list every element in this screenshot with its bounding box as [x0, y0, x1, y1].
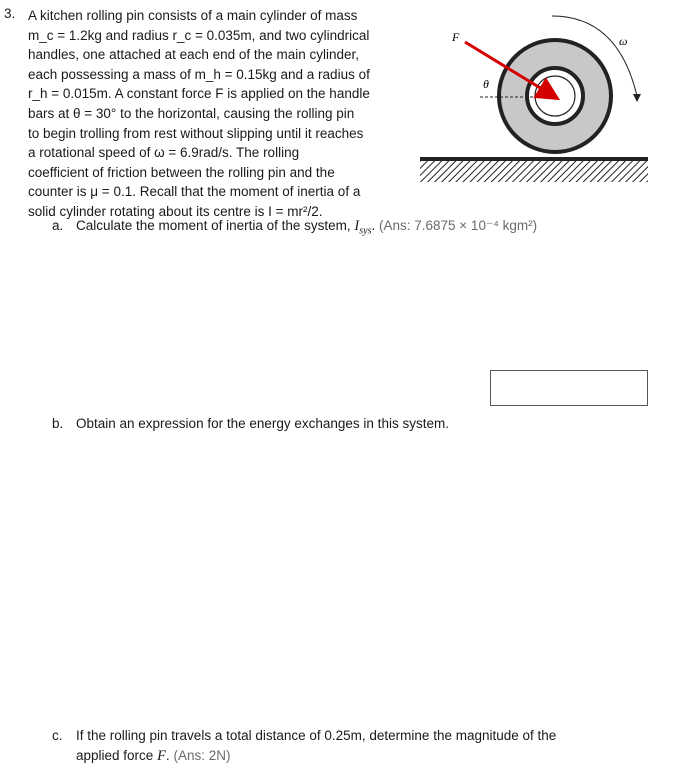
part-c-line1: If the rolling pin travels a total distance of 0.25m, determine the magnitude of the — [76, 728, 557, 743]
question-line: a rotational speed of ω = 6.9rad/s. The rolling — [28, 145, 300, 161]
part-a-period: . — [371, 218, 376, 233]
part-c-line2-prefix: applied force — [76, 747, 158, 763]
question-text — [28, 6, 408, 222]
part-c-answer: (Ans: 2N) — [173, 747, 231, 763]
part-a-label: a. — [52, 218, 64, 233]
part-b-text: Obtain an expression for the energy exchanges in this system. — [76, 416, 449, 431]
question-line: counter is μ = 0.1. Recall that the moment of inertia of a — [28, 184, 361, 200]
part-b-label: b. — [52, 416, 64, 431]
part-a-subscript: sys — [359, 225, 372, 237]
question-number: 3. — [4, 6, 16, 21]
question-line: handles, one attached at each end of the main cylinder, — [28, 47, 359, 63]
question-line: r_h = 0.015m. A constant force F is applied on the handle — [28, 86, 370, 102]
force-label: F — [452, 30, 460, 44]
part-b — [52, 414, 672, 434]
question-line: solid cylinder rotating about its centre is I = mr²/2. — [28, 203, 323, 219]
angle-label: θ — [483, 77, 489, 91]
rotation-arrowhead — [633, 94, 641, 102]
question-line: bars at θ = 30° to the horizontal, causing the rolling pin — [28, 105, 355, 121]
omega-label: ω — [619, 34, 628, 48]
counter-surface — [420, 157, 648, 161]
part-a-answer: (Ans: 7.6875 × 10⁻⁴ kgm²) — [379, 218, 538, 233]
answer-box[interactable] — [490, 370, 648, 406]
part-c-symbol: F — [157, 747, 166, 764]
question-line: to begin trolling from rest without slipping until it reaches — [28, 125, 364, 141]
counter-hatching — [420, 161, 648, 182]
rolling-pin-diagram — [410, 8, 672, 190]
part-a-symbol: I — [354, 218, 360, 234]
part-c — [52, 726, 672, 766]
question-line: m_c = 1.2kg and radius r_c = 0.035m, and two cylindrical — [28, 27, 370, 43]
part-a-text: Calculate the moment of inertia of the system, — [76, 218, 355, 233]
question-line: A kitchen rolling pin consists of a main cylinder of mass — [28, 8, 358, 23]
part-a — [52, 216, 672, 241]
question-line: coefficient of friction between the rolling pin and the — [28, 164, 335, 180]
part-c-label: c. — [52, 728, 63, 743]
question-line: each possessing a mass of m_h = 0.15kg and a radius of — [28, 66, 370, 82]
part-c-period: . — [165, 747, 170, 763]
